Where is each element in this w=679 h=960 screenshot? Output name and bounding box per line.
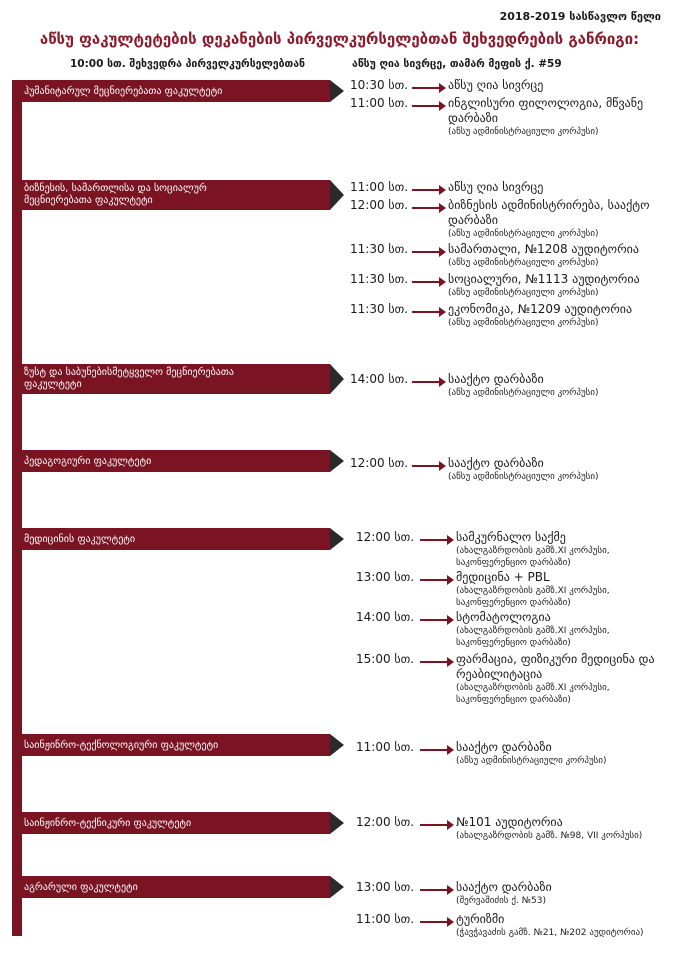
faculty-name: საინჟინრო-ტექნოლოგიური ფაკულტეტი — [24, 739, 219, 751]
entry-place — [456, 815, 665, 842]
entry-place — [456, 570, 665, 609]
arrow-right-icon — [420, 889, 448, 891]
entry-time: 13:00 სთ. — [356, 570, 415, 584]
place-name: ფარმაცია, ფიზიკური მედიცინა და რეაბილიტაცია — [456, 652, 655, 681]
faculty-band — [12, 80, 330, 102]
place-name: ეკონომიკა, №1209 აუდიტორია — [448, 302, 633, 316]
place-name: აწსუ ღია სივრცე — [448, 78, 544, 92]
meeting-location: აწსუ ღია სივრცე, თამარ მეფის ქ. #59 — [352, 58, 562, 70]
entry-place — [448, 456, 665, 483]
faculty-band — [12, 180, 330, 210]
chevron-icon — [330, 528, 344, 550]
place-note: (შერვაშიძის ქ. №53) — [456, 896, 546, 906]
place-name: სააქტო დარბაზი — [448, 372, 544, 386]
arrow-right-icon — [412, 87, 440, 89]
faculty-name: ჰუმანიტარულ მეცნიერებათა ფაკულტეტი — [24, 85, 223, 97]
place-name: სამართალი, №1208 აუდიტორია — [448, 242, 639, 256]
place-note: (ჭავჭავაძის გამზ. №21, №202 აუდიტორია) — [456, 928, 644, 938]
chevron-icon — [330, 734, 344, 756]
arrow-right-icon — [420, 824, 448, 826]
place-note: (აწსუ ადმინისტრაციული კორპუსი) — [448, 472, 599, 482]
faculty-band — [12, 450, 330, 472]
place-note: (აწსუ ადმინისტრაციული კორპუსი) — [448, 127, 599, 137]
chevron-icon — [330, 180, 344, 210]
arrow-right-icon — [412, 189, 440, 191]
place-note: (აწსუ ადმინისტრაციული კორპუსი) — [448, 388, 599, 398]
place-name: ბიზნესის ადმინისტრირება, სააქტო დარბაზი — [448, 198, 650, 227]
entry-place — [448, 78, 665, 93]
entry-time: 11:00 სთ. — [350, 96, 409, 110]
entry-place — [448, 180, 665, 195]
entry-place — [448, 96, 665, 138]
place-name: ინგლისური ფილოლოგია, მწვანე დარბაზი — [448, 96, 644, 125]
place-name: სააქტო დარბაზი — [448, 456, 544, 470]
arrow-right-icon — [420, 661, 448, 663]
place-name: სააქტო დარბაზი — [456, 880, 552, 894]
arrow-right-icon — [420, 921, 448, 923]
place-name: ტურიზმი — [456, 912, 505, 926]
arrow-right-icon — [412, 207, 440, 209]
entry-place — [448, 198, 665, 240]
faculty-band — [12, 528, 330, 550]
arrow-right-icon — [412, 105, 440, 107]
entry-time: 11:30 სთ. — [350, 242, 409, 256]
entry-place — [448, 302, 665, 329]
entry-place — [448, 372, 665, 399]
arrow-right-icon — [412, 381, 440, 383]
place-note: (აწსუ ადმინისტრაციული კორპუსი) — [448, 258, 599, 268]
faculty-name: ზუსტ და საბუნებისმეტყველო მეცნიერებათა ფაკულტეტი — [24, 367, 234, 390]
arrow-right-icon — [420, 619, 448, 621]
entry-place — [448, 242, 665, 269]
place-note: (ახალგაზრდობის გამზ. №98, VII კორპუსი) — [456, 831, 643, 841]
place-name: №101 აუდიტორია — [456, 815, 563, 829]
entry-time: 12:00 სთ. — [356, 815, 415, 829]
entry-place — [456, 610, 665, 649]
place-note: (ახალგაზრდობის გამზ.XI კორპუსი, საკონფერენციო დარბაზი) — [456, 546, 610, 568]
arrow-right-icon — [420, 749, 448, 751]
faculty-band — [12, 734, 330, 756]
entry-place — [456, 880, 665, 907]
place-note: (აწსუ ადმინისტრაციული კორპუსი) — [456, 756, 607, 766]
place-name: სოციალური, №1113 აუდიტორია — [448, 272, 640, 286]
faculty-band — [12, 876, 330, 898]
chevron-icon — [330, 450, 344, 472]
faculty-band — [12, 364, 330, 394]
arrow-right-icon — [412, 311, 440, 313]
entry-place — [456, 652, 665, 706]
entry-time: 11:30 სთ. — [350, 302, 409, 316]
entry-time: 10:30 სთ. — [350, 78, 409, 92]
place-name: სტომატოლოგია — [456, 610, 551, 624]
entry-time: 11:00 სთ. — [356, 912, 415, 926]
faculty-name: პედაგოგიური ფაკულტეტი — [24, 455, 152, 467]
entry-time: 11:00 სთ. — [356, 740, 415, 754]
faculty-name: მედიცინის ფაკულტეტი — [24, 533, 135, 545]
entry-time: 14:00 სთ. — [350, 372, 409, 386]
entry-time: 11:00 სთ. — [350, 180, 409, 194]
place-name: აწსუ ღია სივრცე — [448, 180, 544, 194]
entry-place — [456, 912, 665, 939]
place-note: (აწსუ ადმინისტრაციული კორპუსი) — [448, 288, 599, 298]
place-name: სააქტო დარბაზი — [456, 740, 552, 754]
place-note: (აწსუ ადმინისტრაციული კორპუსი) — [448, 229, 599, 239]
entry-place — [456, 740, 665, 767]
arrow-right-icon — [420, 579, 448, 581]
place-note: (ახალგაზრდობის გამზ.XI კორპუსი, საკონფერენციო დარბაზი) — [456, 626, 610, 648]
entry-time: 11:30 სთ. — [350, 272, 409, 286]
faculty-name: აგრარული ფაკულტეტი — [24, 881, 138, 893]
entry-time: 15:00 სთ. — [356, 652, 415, 666]
entry-time: 12:00 სთ. — [350, 456, 409, 470]
faculty-band — [12, 812, 330, 834]
place-name: სამკურნალო საქმე — [456, 530, 566, 544]
arrow-right-icon — [420, 539, 448, 541]
chevron-icon — [330, 80, 344, 102]
arrow-right-icon — [412, 281, 440, 283]
place-note: (ახალგაზრდობის გამზ.XI კორპუსი, საკონფერენციო დარბაზი) — [456, 683, 610, 705]
entry-time: 12:00 სთ. — [350, 198, 409, 212]
entry-place — [456, 530, 665, 569]
meeting-intro: 10:00 სთ. შეხვედრა პირველკურსელებთან — [70, 58, 305, 70]
chevron-icon — [330, 876, 344, 898]
place-note: (აწსუ ადმინისტრაციული კორპუსი) — [448, 318, 599, 328]
faculty-name: საინჟინრო-ტექნიკური ფაკულტეტი — [24, 817, 192, 829]
academic-year: 2018-2019 სასწავლო წელი — [499, 10, 661, 23]
chevron-icon — [330, 364, 344, 394]
entry-time: 14:00 სთ. — [356, 610, 415, 624]
faculty-name: ბიზნესის, სამართლისა და სოციალურ მეცნიერებათა ფაკულტეტი — [24, 183, 207, 206]
chevron-icon — [330, 812, 344, 834]
arrow-right-icon — [412, 251, 440, 253]
place-name: მედიცინა + PBL — [456, 570, 550, 584]
entry-place — [448, 272, 665, 299]
place-note: (ახალგაზრდობის გამზ.XI კორპუსი, საკონფერენციო დარბაზი) — [456, 586, 610, 608]
page-title: აწსუ ფაკულტეტების დეკანების პირველკურსელებთან შეხვედრების განრიგი: — [39, 30, 640, 48]
arrow-right-icon — [412, 465, 440, 467]
entry-time: 13:00 სთ. — [356, 880, 415, 894]
entry-time: 12:00 სთ. — [356, 530, 415, 544]
